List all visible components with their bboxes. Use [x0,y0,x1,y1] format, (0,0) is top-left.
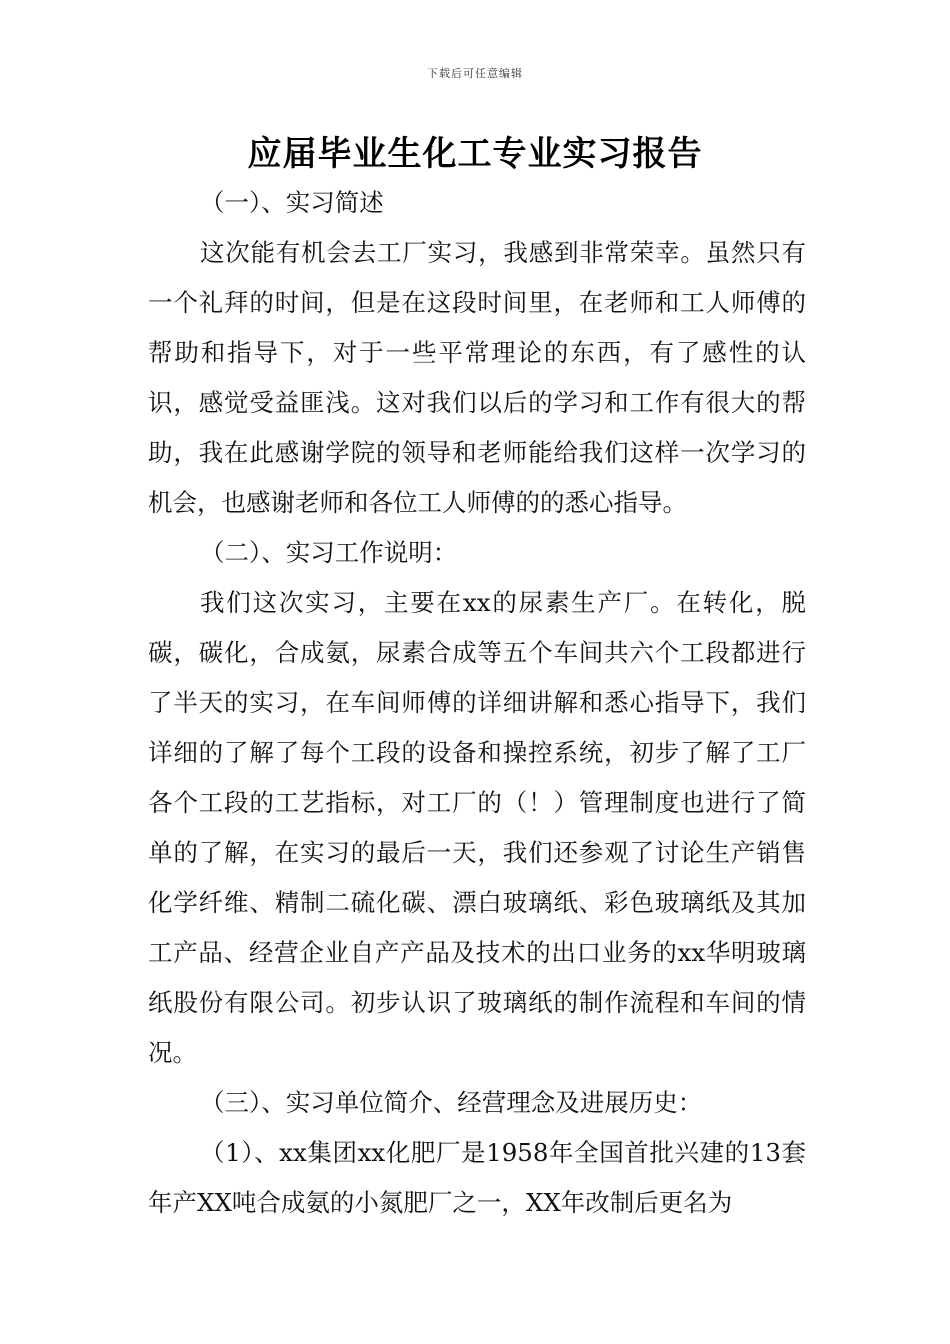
header-note: 下载后可任意编辑 [427,67,523,80]
body-paragraph-2: 我们这次实习，主要在xx的尿素生产厂。在转化，脱碳，碳化，合成氨，尿素合成等五个车间共六个工段都进行了半天的实习，在车间师傅的详细讲解和悉心指导下，我们详细的了解了每个工段的设备和操控系统，初步了解了工厂各个工段的工艺指标，对工厂的（！）管理制度也进行了简单的了解，在实习的最后一天，我们还参观了讨论生产销售化学纤维、精制二硫化碳、漂白玻璃纸、彩色玻璃纸及其加工产品、经营企业自产产品及技术的出口业务的xx华明玻璃纸股份有限公司。初步认识了玻璃纸的制作流程和车间的情况。 [148,588,806,1067]
body-paragraph-3: （1）、xx集团xx化肥厂是1958年全国首批兴建的13套年产XX吨合成氨的小氮肥厂之一，XX年改制后更名为 [148,1138,806,1217]
body-paragraph-1: 这次能有机会去工厂实习，我感到非常荣幸。虽然只有一个礼拜的时间，但是在这段时间里，在老师和工人师傅的帮助和指导下，对于一些平常理论的东西，有了感性的认识，感觉受益匪浅。这对我们以后的学习和工作有很大的帮助，我在此感谢学院的领导和老师能给我们这样一次学习的机会，也感谢老师和各位工人师傅的的悉心指导。 [148,238,806,517]
document-body [148,178,806,1228]
document-title: 应届毕业生化工专业实习报告 [247,134,703,174]
section-heading-2: （二）、实习工作说明： [200,538,458,567]
section-heading-1: （一）、实习简述 [200,188,384,217]
section-heading-3: （三）、实习单位简介、经营理念及进展历史： [200,1088,703,1117]
